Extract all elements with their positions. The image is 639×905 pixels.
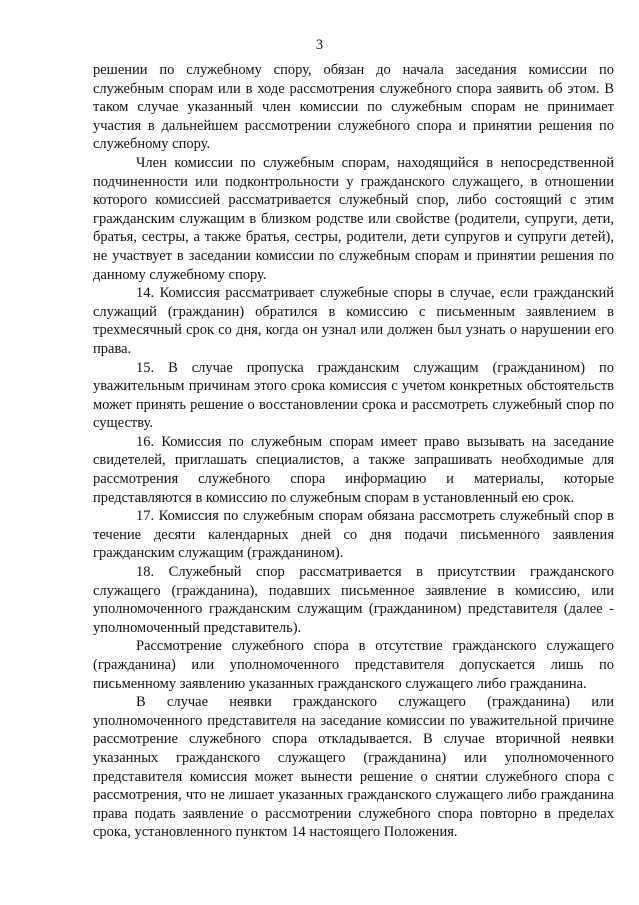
paragraph-continuation: решении по служебному спору, обязан до начала заседания комиссии по служебным спорам или в ходе рассмотрения служебного спора заявить об этом. В таком случае указанный член комиссии по служебным спорам не принимает участия в дальнейшем рассмотрении служебного спора и принятии решения по служебному спору.: [93, 62, 614, 153]
paragraph-commission-member: Член комиссии по служебным спорам, находящийся в непосредственной подчиненности или подконтрольности у гражданского служащего, в отношении которого комиссией рассматривается служебный спор, либо состоящий с этим гражданским служащим в близком родстве или свойстве (родители, супруги, дети, братья, сестры, а также братья, сестры, родители, дети супругов и супруги детей), не участвует в заседании комиссии по служебным спорам и принятии решения по данному служебному спору.: [93, 154, 614, 283]
paragraph-18: 18. Служебный спор рассматривается в присутствии гражданского служащего (гражданина), подавших письменное заявление в комиссию, или уполномоченного гражданским служащим (гражданином) представителя (далее - уполномоченный представитель).: [93, 564, 614, 636]
paragraph-non-appearance: В случае неявки гражданского служащего (гражданина) или уполномоченного представителя на заседание комиссии по уважительной причине рассмотрение служебного спора откладывается. В случае вторичной неявки указанных гражданского служащего (гражданина) или уполномоченного представителя комиссия может вынести решение о снятии служебного спора с рассмотрения, что не лишает указанных гражданского служащего либо гражданина права подать заявление о рассмотрении служебного спора повторно в пределах срока, установленного пунктом 14 настоящего Положения.: [93, 694, 614, 841]
page-number: 3: [315, 37, 324, 53]
paragraph-15: 15. В случае пропуска гражданским служащим (гражданином) по уважительным причинам этого срока комиссия с учетом конкретных обстоятельств может принять решение о восстановлении срока и рассмотреть служебный спор по существу.: [93, 359, 614, 432]
paragraph-16: 16. Комиссия по служебным спорам имеет право вызывать на заседание свидетелей, приглашать специалистов, а также запрашивать необходимые для рассмотрения служебного спора информацию и материалы, которые представляются в комиссию по служебным спорам в установленный ею срок.: [93, 433, 614, 506]
paragraph-17: 17. Комиссия по служебным спорам обязана рассмотреть служебный спор в течение десяти календарных дней со дня подачи письменного заявления гражданским служащим (гражданином).: [93, 508, 614, 562]
paragraph-absence: Рассмотрение служебного спора в отсутствие гражданского служащего (гражданина) или уполномоченного представителя допускается лишь по письменному заявлению указанных гражданского служащего либо гражданина.: [93, 638, 614, 692]
paragraph-14: 14. Комиссия рассматривает служебные споры в случае, если гражданский служащий (гражданин) обратился в комиссию с письменным заявлением в трехмесячный срок со дня, когда он узнал или должен был узнать о нарушении его права.: [93, 285, 614, 357]
document-body: [93, 61, 614, 842]
